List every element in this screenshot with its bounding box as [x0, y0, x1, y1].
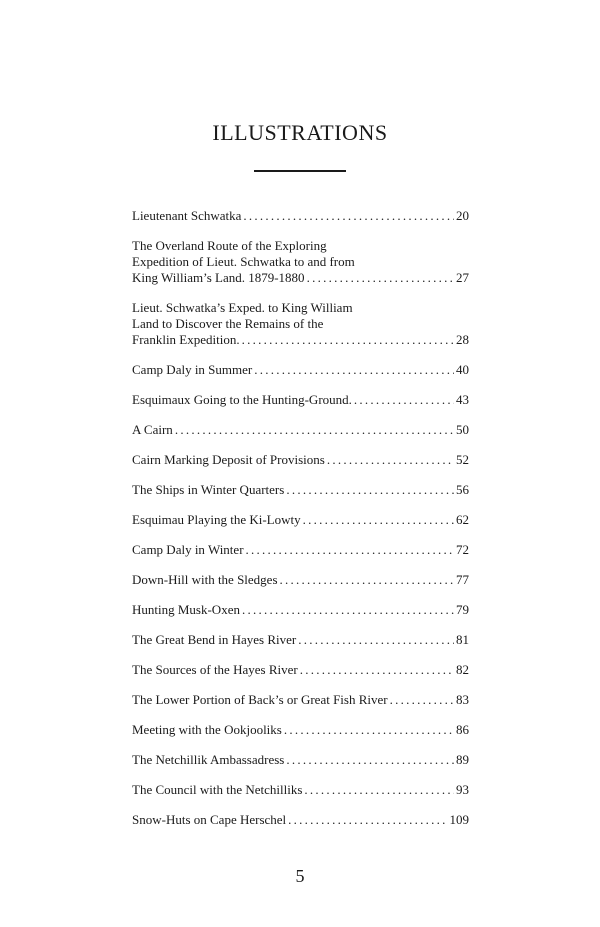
- toc-entry: [132, 452, 469, 468]
- toc-entry: [132, 572, 469, 588]
- toc-entry-page: 79: [456, 602, 469, 617]
- toc-entry-row: [132, 692, 469, 708]
- toc-entry-title-line: Expedition of Lieut. Schwatka to and from: [132, 254, 355, 269]
- dot-leader: [246, 542, 454, 558]
- dot-leader: [300, 662, 454, 678]
- toc-entry-row: [132, 512, 469, 528]
- dot-leader: [354, 392, 454, 408]
- toc-entry-title-line: Lieut. Schwatka’s Exped. to King William: [132, 300, 353, 315]
- toc-entry: [132, 392, 469, 408]
- toc-entry-title: Camp Daly in Winter: [132, 542, 244, 557]
- toc-entry-row: [132, 270, 469, 286]
- toc-entry: [132, 238, 469, 286]
- toc-entry-title: The Netchillik Ambassadress: [132, 752, 285, 767]
- toc-entry-row: [132, 752, 469, 768]
- toc-entry-page: 56: [456, 482, 469, 497]
- illustrations-list: [132, 208, 469, 842]
- toc-entry-title-line: Land to Discover the Remains of the: [132, 316, 324, 331]
- toc-entry-title: Meeting with the Ookjooliks: [132, 722, 282, 737]
- toc-entry-page: 72: [456, 542, 469, 557]
- dot-leader: [307, 270, 454, 286]
- toc-entry-row: [132, 208, 469, 224]
- toc-entry-title: Snow-Huts on Cape Herschel: [132, 812, 287, 827]
- toc-entry-page: 27: [456, 270, 469, 285]
- toc-entry-row: [132, 572, 469, 588]
- dot-leader: [286, 482, 454, 498]
- toc-entry: [132, 362, 469, 378]
- toc-entry-title-line: The Overland Route of the Exploring: [132, 238, 327, 253]
- toc-entry-page: 109: [449, 812, 469, 827]
- toc-entry-page: 43: [456, 392, 469, 407]
- toc-entry: [132, 422, 469, 438]
- toc-entry: [132, 722, 469, 738]
- toc-entry: [132, 632, 469, 648]
- toc-entry-row: [132, 392, 469, 408]
- toc-entry-title: Down-Hill with the Sledges: [132, 572, 278, 587]
- toc-entry-title: Esquimau Playing the Ki-Lowty: [132, 512, 301, 527]
- toc-entry-title: Esquimaux Going to the Hunting-Ground.: [132, 392, 352, 407]
- toc-entry-title: The Great Bend in Hayes River: [132, 632, 297, 647]
- page-number: 5: [295, 866, 305, 886]
- toc-entry-page: 86: [456, 722, 469, 737]
- toc-entry-row: [132, 632, 469, 648]
- toc-entry-page: 83: [456, 692, 469, 707]
- toc-entry-row: [132, 782, 469, 798]
- dot-leader: [298, 632, 454, 648]
- toc-entry-title: Hunting Musk-Oxen: [132, 602, 240, 617]
- dot-leader: [175, 422, 454, 438]
- toc-entry: [132, 512, 469, 528]
- toc-entry-row: [132, 452, 469, 468]
- page-title: ILLUSTRATIONS: [212, 120, 388, 145]
- dot-leader: [327, 452, 454, 468]
- toc-entry-title: The Council with the Netchilliks: [132, 782, 303, 797]
- toc-entry: [132, 662, 469, 678]
- toc-entry-title: A Cairn: [132, 422, 173, 437]
- toc-entry-row: [132, 722, 469, 738]
- dot-leader: [243, 208, 454, 224]
- toc-entry-page: 50: [456, 422, 469, 437]
- toc-entry: [132, 692, 469, 708]
- toc-entry-row: [132, 812, 469, 828]
- dot-leader: [254, 362, 454, 378]
- toc-entry-row: [132, 482, 469, 498]
- toc-entry-title: The Lower Portion of Back’s or Great Fish River: [132, 692, 388, 707]
- toc-entry-page: 28: [456, 332, 469, 347]
- dot-leader: [280, 572, 454, 588]
- toc-entry: [132, 208, 469, 224]
- toc-entry-page: 52: [456, 452, 469, 467]
- title-underline: [254, 170, 346, 172]
- dot-leader: [284, 722, 454, 738]
- toc-entry-title: Camp Daly in Summer: [132, 362, 253, 377]
- toc-entry-row: [132, 662, 469, 678]
- toc-entry-page: 89: [456, 752, 469, 767]
- toc-entry-page: 40: [456, 362, 469, 377]
- dot-leader: [303, 512, 454, 528]
- toc-entry-page: 77: [456, 572, 469, 587]
- toc-entry: [132, 602, 469, 618]
- toc-entry-title: Cairn Marking Deposit of Provisions: [132, 452, 325, 467]
- dot-leader: [390, 692, 454, 708]
- toc-entry-page: 93: [456, 782, 469, 797]
- toc-entry-title: The Sources of the Hayes River: [132, 662, 298, 677]
- toc-entry: [132, 812, 469, 828]
- toc-entry: [132, 752, 469, 768]
- dot-leader: [242, 602, 454, 618]
- toc-entry-row: [132, 332, 469, 348]
- toc-entry-title: King William’s Land. 1879-1880: [132, 270, 305, 285]
- toc-entry-title: Franklin Expedition.: [132, 332, 240, 347]
- toc-entry-title: Lieutenant Schwatka: [132, 208, 242, 223]
- toc-entry-page: 82: [456, 662, 469, 677]
- toc-entry-page: 62: [456, 512, 469, 527]
- dot-leader: [288, 812, 447, 828]
- toc-entry-title: The Ships in Winter Quarters: [132, 482, 285, 497]
- dot-leader: [242, 332, 454, 348]
- toc-entry-page: 81: [456, 632, 469, 647]
- toc-entry: [132, 482, 469, 498]
- toc-entry: [132, 300, 469, 348]
- toc-entry-page: 20: [456, 208, 469, 223]
- toc-entry-row: [132, 362, 469, 378]
- toc-entry: [132, 542, 469, 558]
- dot-leader: [286, 752, 454, 768]
- toc-entry-row: [132, 602, 469, 618]
- toc-entry-row: [132, 422, 469, 438]
- toc-entry: [132, 782, 469, 798]
- toc-entry-row: [132, 542, 469, 558]
- dot-leader: [304, 782, 454, 798]
